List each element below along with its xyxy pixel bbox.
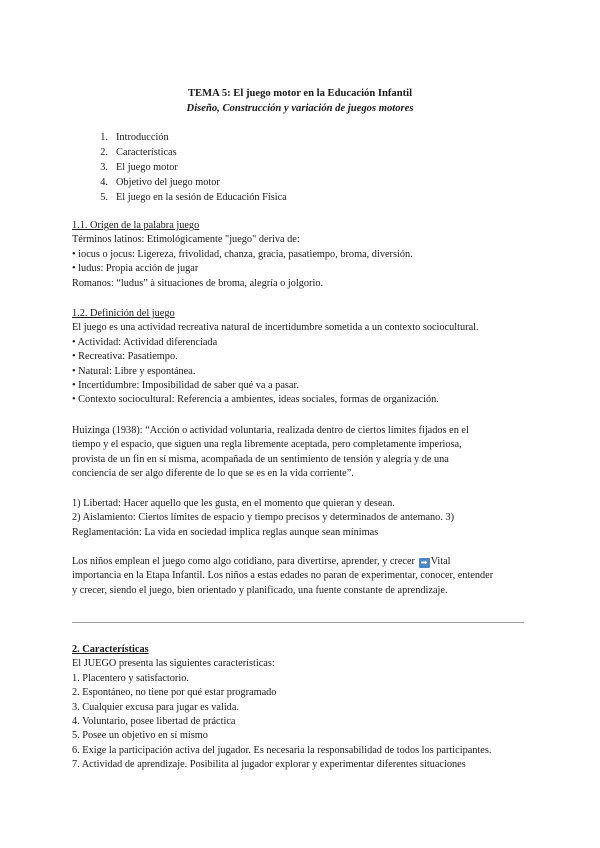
section-heading: 1.2. Definición del juego xyxy=(72,308,175,319)
text-line: • Natural: Libre y espontánea. xyxy=(72,365,196,377)
text-line: • iocus o jocus: Ligereza, frivolidad, chanza, gracia, pasatiempo, broma, diversión. xyxy=(72,248,413,260)
text-line: • Contexto sociocultural: Referencia a ambientes, ideas sociales, formas de organización. xyxy=(72,394,439,406)
section-origen xyxy=(72,219,532,291)
section-heading: 1.1. Origen de la palabra juego xyxy=(72,220,200,231)
paragraph-ninos xyxy=(72,555,532,598)
text-line: y crecer, siendo el juego, bien orientado y planificado, una fuente constante de aprendizaje. xyxy=(72,584,448,596)
title-line-2: Diseño, Construcción y variación de juegos motores xyxy=(186,102,414,114)
text-line: Reglamentación: La vida en sociedad implica reglas aunque sean mínimas xyxy=(72,526,379,538)
section-caracteristicas xyxy=(72,643,532,773)
list-item: 2. Espontáneo, no tiene por qué estar programado xyxy=(72,687,277,699)
toc-number: 5. xyxy=(100,192,108,203)
toc-number: 3. xyxy=(100,162,108,173)
text-line: El JUEGO presenta las siguientes características: xyxy=(72,658,275,670)
toc-item xyxy=(88,176,287,191)
title-line-1: TEMA 5: El juego motor en la Educación Infantil xyxy=(187,88,413,99)
toc-label: El juego en la sesión de Educación Física xyxy=(116,192,287,203)
text-line: conciencia de ser algo diferente de lo que se es en la vida corriente”. xyxy=(72,468,354,480)
toc-item xyxy=(88,146,287,161)
section-heading: 2. Características xyxy=(72,644,149,655)
text-line: Romanos: “ludus” à situaciones de broma, alegría o jolgorio. xyxy=(72,277,324,289)
list-item: 4. Voluntario, posee libertad de práctica xyxy=(72,716,236,728)
text-line: El juego es una actividad recreativa natural de incertidumbre sometida a un contexto sociocultural. xyxy=(72,322,479,334)
document-title xyxy=(0,87,600,116)
list-item: 6. Exige la participación activa del jugador. Es necesaria la responsabilidad de todos los participantes. xyxy=(72,744,492,756)
table-of-contents xyxy=(88,131,287,206)
horizontal-divider xyxy=(72,622,524,623)
list-item: 1. Placentero y satisfactorio. xyxy=(72,672,189,684)
toc-label: Características xyxy=(116,147,177,158)
huizinga-quote xyxy=(72,424,532,482)
list-item: 5. Posee un objetivo en sí mismo xyxy=(72,730,208,742)
toc-item xyxy=(88,161,287,176)
toc-number: 1. xyxy=(100,132,108,143)
text-line: • ludus: Propia acción de jugar xyxy=(72,263,199,275)
toc-number: 4. xyxy=(100,177,108,188)
text-line: importancia en la Etapa Infantil. Los niños a estas edades no paran de experimentar, conocer, entender xyxy=(72,570,494,582)
toc-item xyxy=(88,131,287,146)
text-line: Términos latinos: Etimológicamente "juego" deriva de: xyxy=(72,234,300,246)
toc-number: 2. xyxy=(100,147,108,158)
toc-label: Introducción xyxy=(116,132,169,143)
text-line: 2) Aislamiento: Ciertos límites de espacio y tiempo precisos y determinados de antemano. 3) xyxy=(72,512,455,524)
section-definicion xyxy=(72,307,532,408)
right-arrow-emoji-icon: ➡ xyxy=(419,558,430,568)
text-line: • Recreativa: Pasatiempo. xyxy=(72,351,178,363)
text-line xyxy=(72,555,532,569)
text-fragment: Vital xyxy=(430,556,451,567)
text-line: Huizinga (1938): “Acción o actividad voluntaria, realizada dentro de ciertos límites fijados en el xyxy=(72,425,469,436)
rasgos-list xyxy=(72,497,532,540)
text-fragment: Los niños emplean el juego como algo cotidiano, para divertirse, aprender, y crecer xyxy=(72,556,415,567)
list-item: 3. Cualquier excusa para jugar es valida. xyxy=(72,701,239,713)
list-item: 7. Actividad de aprendizaje. Posibilita al jugador explorar y experimentar diferentes situaciones xyxy=(72,759,466,771)
text-line: • Actividad: Actividad diferenciada xyxy=(72,336,218,348)
toc-item xyxy=(88,191,287,206)
text-line: tiempo y el espacio, que siguen una regla libremente aceptada, pero completamente imperiosa, xyxy=(72,439,462,451)
text-line: • Incertidumbre: Imposibilidad de saber qué va a pasar. xyxy=(72,380,299,392)
text-line: provista de un fin en sí misma, acompañada de un sentimiento de tensión y alegría y de una xyxy=(72,453,449,465)
toc-label: El juego motor xyxy=(116,162,178,173)
toc-label: Objetivo del juego motor xyxy=(116,177,220,188)
text-line: 1) Libertad: Hacer aquello que les gusta, en el momento que quieran y desean. xyxy=(72,498,395,509)
